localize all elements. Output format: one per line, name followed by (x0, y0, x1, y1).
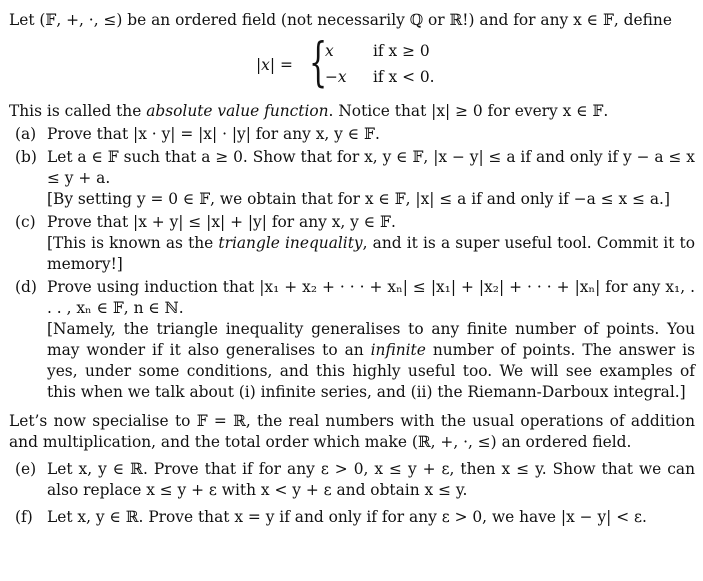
left-brace-icon: { (309, 33, 328, 93)
case-1-condition: if x ≥ 0 (373, 42, 430, 60)
note-post: number of points. The answer is yes, under some conditions, and this highly useful too. We will see examples of this when we talk about (i) infinite series, and (ii) the Riemann-Darboux integral.] (47, 341, 695, 401)
note-term: triangle inequality (218, 234, 363, 252)
problem-text: Let x, y ∈ ℝ. Prove that if for any ε > 0, x ≤ y + ε, then x ≤ y. Show that we can also replace x ≤ y + ε with x < y + ε and obtain x ≤ y. (47, 460, 695, 499)
definition-remark (9, 101, 695, 122)
case-2-expression: −x (325, 68, 347, 86)
definition-lhs: |x| = (256, 56, 293, 74)
problem-note: [By setting y = 0 ∈ 𝔽, we obtain that for x ∈ 𝔽, |x| ≤ a if and only if −a ≤ x ≤ a.] (47, 190, 670, 208)
problem-f (9, 507, 695, 528)
note-post: , and it is a super useful tool. Commit it to memory!] (47, 234, 695, 273)
problem-b (9, 147, 695, 210)
problem-label: (c) (15, 213, 36, 231)
problem-text: Let x, y ∈ ℝ. Prove that x = y if and only if for any ε > 0, we have |x − y| < ε. (47, 508, 647, 526)
specialise-text: Let’s now specialise to 𝔽 = ℝ, the real numbers with the usual operations of addition and multiplication, and the total order which make (ℝ, +, ·, ≤) an ordered field. (9, 412, 695, 451)
note-pre: [Namely, the triangle inequality generalises to any finite number of points. You may wonder if it also generalises to an (47, 320, 695, 359)
note-term: infinite (370, 341, 426, 359)
problem-text: Prove that |x · y| = |x| · |y| for any x, y ∈ 𝔽. (47, 125, 380, 143)
case-1-expression: x (325, 42, 334, 60)
intro-text: Let (𝔽, +, ·, ≤) be an ordered field (not necessarily ℚ or ℝ!) and for any x ∈ 𝔽, define (9, 11, 672, 29)
absolute-value-definition (9, 35, 695, 95)
note-pre: [This is known as the (47, 234, 219, 252)
problem-e (9, 459, 695, 501)
problem-label: (f) (15, 508, 33, 526)
problem-note (47, 233, 695, 275)
problem-note (47, 319, 695, 403)
problem-label: (a) (15, 125, 37, 143)
problem-text: Prove using induction that |x₁ + x₂ + · · · + xₙ| ≤ |x₁| + |x₂| + · · · + |xₙ| for any x₁, . . . , xₙ ∈ 𝔽, n ∈ ℕ. (47, 278, 695, 317)
problem-label: (b) (15, 148, 37, 166)
problem-text: Prove that |x + y| ≤ |x| + |y| for any x, y ∈ 𝔽. (47, 213, 396, 231)
case-row-1 (325, 41, 430, 62)
exercise-page (9, 10, 695, 528)
remark-post: . Notice that |x| ≥ 0 for every x ∈ 𝔽. (328, 102, 609, 120)
problem-label: (e) (15, 460, 37, 478)
case-row-2 (325, 67, 435, 88)
case-2-condition: if x < 0. (373, 68, 435, 86)
remark-pre: This is called the (9, 102, 147, 120)
problem-d (9, 277, 695, 403)
problem-text: Let a ∈ 𝔽 such that a ≥ 0. Show that for x, y ∈ 𝔽, |x − y| ≤ a if and only if y − a ≤ x ≤ y + a. (47, 148, 695, 187)
remark-term: absolute value function (146, 102, 329, 120)
problem-a (9, 124, 695, 145)
problem-label: (d) (15, 278, 37, 296)
problem-c (9, 212, 695, 275)
